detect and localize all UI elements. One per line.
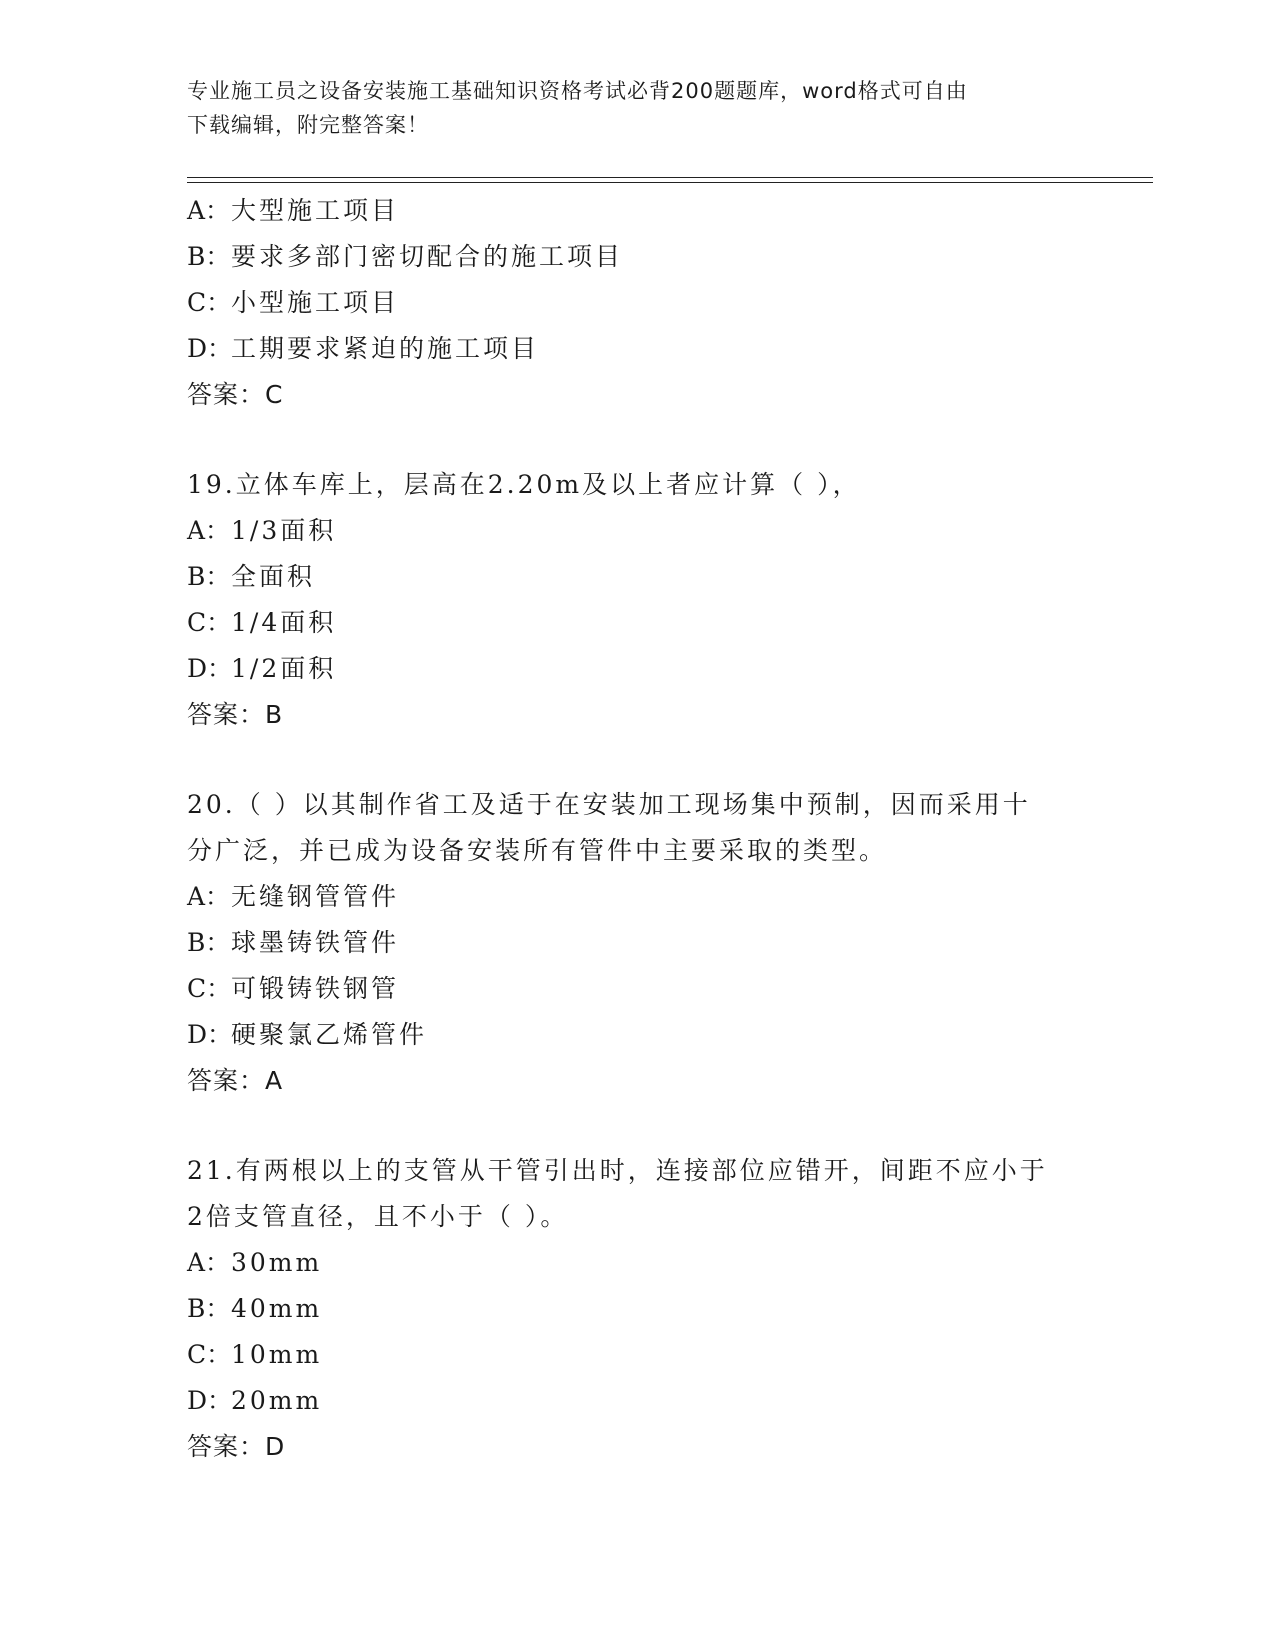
question-text-line-2: 分广泛，并已成为设备安装所有管件中主要采取的类型。 (187, 836, 888, 865)
option-a: A：1/3面积 (187, 516, 337, 545)
question-19 (187, 462, 1087, 738)
answer: 答案：D (187, 1432, 286, 1461)
question-text-line-2: 2倍支管直径，且不小于（ ）。 (187, 1202, 569, 1231)
spacer (187, 738, 1087, 782)
option-a: A：无缝钢管管件 (187, 882, 400, 911)
option-a: A：大型施工项目 (187, 196, 400, 225)
document-header (187, 74, 1067, 142)
option-c: C：可锻铸铁钢管 (187, 974, 400, 1003)
answer: 答案：C (187, 380, 284, 409)
option-b: B：球墨铸铁管件 (187, 928, 400, 957)
header-line-1: 专业施工员之设备安装施工基础知识资格考试必背200题题库，word格式可自由 (187, 79, 968, 103)
option-d: D：硬聚氯乙烯管件 (187, 1020, 428, 1049)
header-rule-top (187, 177, 1153, 178)
option-d: D：1/2面积 (187, 654, 337, 683)
option-a: A：30mm (187, 1248, 323, 1277)
question-18 (187, 188, 1087, 418)
header-rule-bottom (187, 182, 1153, 183)
question-21 (187, 1148, 1087, 1470)
question-text-line-1: 21.有两根以上的支管从干管引出时，连接部位应错开，间距不应小于 (187, 1156, 1048, 1185)
option-b: B：全面积 (187, 562, 316, 591)
question-20 (187, 782, 1087, 1104)
question-list (187, 188, 1087, 1470)
header-line-2: 下载编辑，附完整答案！ (187, 113, 429, 137)
question-text: 19.立体车库上，层高在2.20m及以上者应计算（ ）， (187, 470, 861, 499)
spacer (187, 418, 1087, 462)
answer: 答案：B (187, 700, 284, 729)
option-d: D：工期要求紧迫的施工项目 (187, 334, 540, 363)
option-b: B：40mm (187, 1294, 323, 1323)
spacer (187, 1104, 1087, 1148)
option-c: C：1/4面积 (187, 608, 337, 637)
option-d: D：20mm (187, 1386, 323, 1415)
option-c: C：10mm (187, 1340, 323, 1369)
answer: 答案：A (187, 1066, 284, 1095)
option-b: B：要求多部门密切配合的施工项目 (187, 242, 624, 271)
question-text-line-1: 20.（ ）以其制作省工及适于在安装加工现场集中预制，因而采用十 (187, 790, 1031, 819)
option-c: C：小型施工项目 (187, 288, 400, 317)
